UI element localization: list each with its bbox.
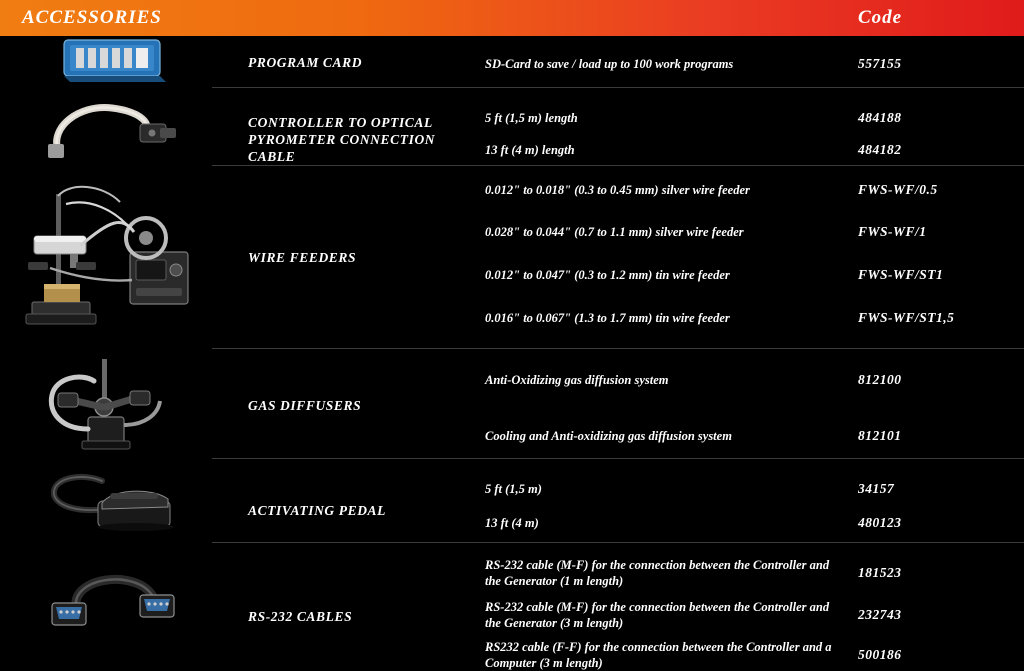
row-code: 812101 [858, 428, 902, 443]
row-description: 5 ft (1,5 m) length [485, 111, 578, 125]
row-description: RS-232 cable (M-F) for the connection between the Controller and the Generator (1 m length) [485, 558, 830, 588]
row-description: SD-Card to save / load up to 100 work programs [485, 57, 734, 71]
row-description: 13 ft (4 m) length [485, 143, 575, 157]
table-row [0, 543, 1024, 670]
row-label: WIRE FEEDERS [248, 250, 357, 265]
row-description: RS-232 cable (M-F) for the connection between the Controller and the Generator (3 m length) [485, 600, 830, 630]
row-code: FWS-WF/0.5 [858, 182, 938, 197]
header-title: ACCESSORIES [22, 7, 162, 28]
row-description: Cooling and Anti-oxidizing gas diffusion system [485, 429, 732, 443]
table-row [0, 349, 1024, 459]
row-label: GAS DIFFUSERS [248, 398, 362, 413]
row-code: 500186 [858, 647, 902, 662]
row-label: ACTIVATING PEDAL [248, 503, 386, 518]
row-code: 812100 [858, 372, 902, 387]
row-code: FWS-WF/ST1,5 [858, 310, 955, 325]
row-image-gas-diffuser [0, 349, 212, 459]
row-description: 0.012" to 0.047" (0.3 to 1.2 mm) tin wire feeder [485, 268, 730, 282]
foot-pedal-icon [36, 467, 186, 537]
table-row [0, 459, 1024, 543]
row-code: 34157 [858, 481, 895, 496]
gas-diffuser-icon [32, 355, 192, 455]
row-label: RS-232 CABLES [248, 609, 353, 624]
rs232-cable-icon [42, 563, 192, 639]
row-description: 0.012" to 0.018" (0.3 to 0.45 mm) silver wire feeder [485, 183, 750, 197]
row-description: Anti-Oxidizing gas diffusion system [485, 373, 669, 387]
row-image-program-card [0, 36, 212, 88]
row-code: 484182 [858, 142, 902, 157]
row-code: 484188 [858, 110, 902, 125]
row-code: 232743 [858, 607, 902, 622]
wire-feeder-icon [10, 176, 205, 341]
table-row [0, 88, 1024, 166]
row-label: CONTROLLER TO OPTICAL PYROMETER CONNECTION CABLE [248, 115, 436, 164]
row-description: 0.028" to 0.044" (0.7 to 1.1 mm) silver wire feeder [485, 225, 744, 239]
row-image-wire-feeder [0, 166, 212, 349]
row-image-foot-pedal [0, 459, 212, 543]
table-row [0, 166, 1024, 349]
row-code: 557155 [858, 56, 902, 71]
header-code-label: Code [858, 7, 903, 28]
table-row [0, 36, 1024, 88]
program-card-icon [62, 36, 172, 84]
row-code: FWS-WF/ST1 [858, 267, 944, 282]
row-description: 0.016" to 0.067" (1.3 to 1.7 mm) tin wire feeder [485, 311, 730, 325]
row-label: PROGRAM CARD [248, 55, 363, 70]
row-description: RS232 cable (F-F) for the connection between the Controller and a Computer (3 m length) [485, 640, 832, 670]
connection-cable-icon [40, 92, 190, 164]
row-description: 5 ft (1,5 m) [485, 482, 542, 496]
row-image-rs232-cable [0, 543, 212, 653]
row-code: 480123 [858, 515, 902, 530]
row-image-connection-cable [0, 88, 212, 166]
table-body [0, 36, 1024, 670]
row-code: FWS-WF/1 [858, 224, 927, 239]
row-description: 13 ft (4 m) [485, 516, 539, 530]
row-code: 181523 [858, 565, 902, 580]
table-header [0, 0, 1024, 36]
